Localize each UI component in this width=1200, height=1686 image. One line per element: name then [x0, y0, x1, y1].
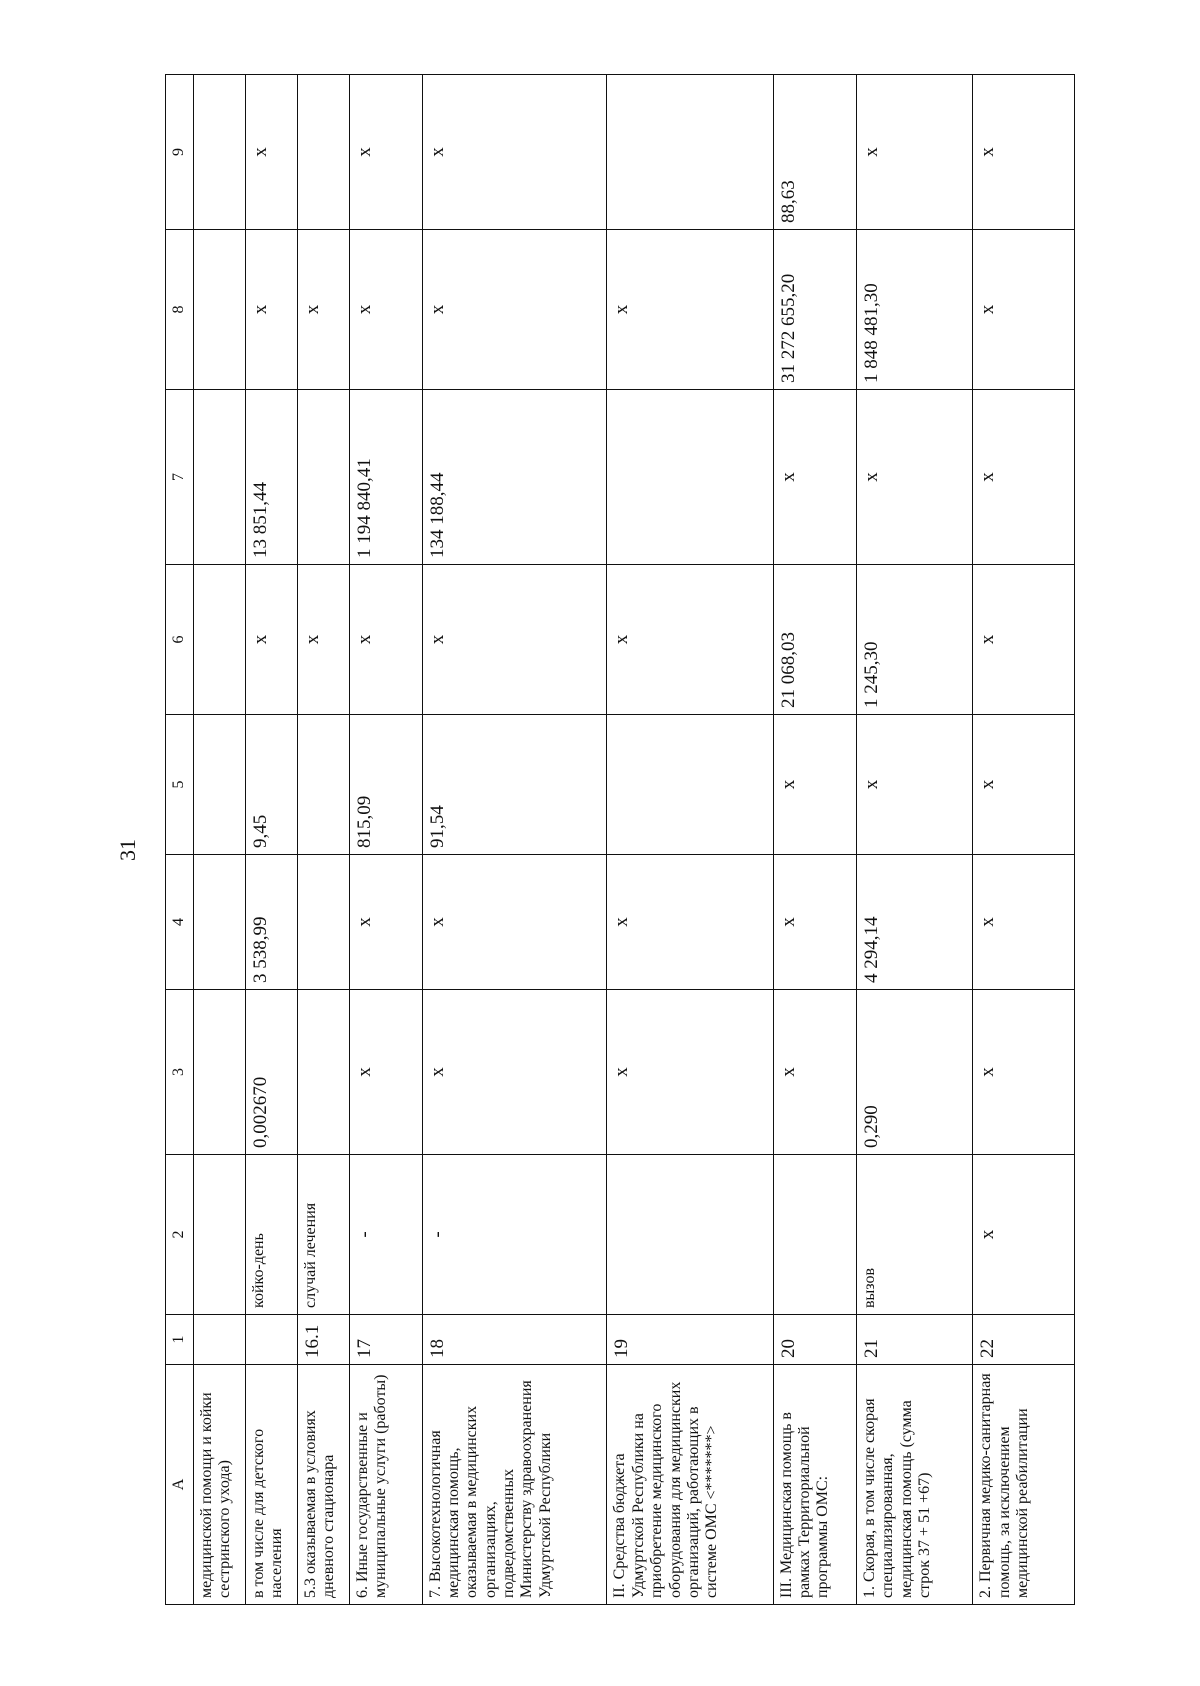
cell: случай лечения [297, 1155, 349, 1315]
column-header: 6 [166, 565, 194, 715]
column-header: 1 [166, 1315, 194, 1365]
row-label: 7. Высокотехнологичная медицинская помощь, оказываемая в медицинских организациях, подведомственных Министерству здравоохранения Удмуртской Республики [422, 1365, 607, 1605]
cell [194, 565, 246, 715]
cell [297, 715, 349, 855]
cell: 4 294,14 [856, 855, 972, 990]
cell: 21 [856, 1315, 972, 1365]
cell: х [349, 75, 422, 230]
cell: 91,54 [422, 715, 607, 855]
cell [607, 715, 773, 855]
cell: х [973, 1155, 1075, 1315]
cell [194, 1155, 246, 1315]
table-row [422, 75, 607, 1605]
page-number: 31 [115, 839, 140, 861]
cell: 88,63 [773, 75, 856, 230]
cell: х [856, 390, 972, 565]
cell: х [973, 565, 1075, 715]
cell [194, 1315, 246, 1365]
cell [194, 75, 246, 230]
column-header: 8 [166, 230, 194, 390]
cell: 1 245,30 [856, 565, 972, 715]
rotated-table-container [165, 75, 1075, 1605]
cell: х [422, 230, 607, 390]
cell [245, 1315, 297, 1365]
cell: х [973, 390, 1075, 565]
cell: х [422, 75, 607, 230]
column-header: 9 [166, 75, 194, 230]
cell: х [245, 75, 297, 230]
cell [773, 1155, 856, 1315]
cell: 0,002670 [245, 990, 297, 1155]
cell: 20 [773, 1315, 856, 1365]
table-row [856, 75, 972, 1605]
cell [297, 390, 349, 565]
cell [607, 75, 773, 230]
cell: 134 188,44 [422, 390, 607, 565]
cell: х [297, 230, 349, 390]
cell: 31 272 655,20 [773, 230, 856, 390]
cell [607, 1155, 773, 1315]
row-label: 6. Иные государственные и муниципальные услуги (работы) [349, 1365, 422, 1605]
cell: 19 [607, 1315, 773, 1365]
cell: - [349, 1155, 422, 1315]
row-label: 2. Первичная медико-санитарная помощь, за исключением медицинской реабилитации [973, 1365, 1075, 1605]
cell: х [773, 390, 856, 565]
cell: х [856, 715, 972, 855]
cell: 16.1 [297, 1315, 349, 1365]
cell: - [422, 1155, 607, 1315]
table-row [773, 75, 856, 1605]
cell: х [422, 565, 607, 715]
cell: вызов [856, 1155, 972, 1315]
cell: х [973, 75, 1075, 230]
cell [194, 715, 246, 855]
cell: х [973, 715, 1075, 855]
row-label: в том числе для детского населения [245, 1365, 297, 1605]
financial-table [165, 74, 1075, 1605]
column-header: 4 [166, 855, 194, 990]
cell: х [773, 715, 856, 855]
cell: 18 [422, 1315, 607, 1365]
cell: 22 [973, 1315, 1075, 1365]
cell: 9,45 [245, 715, 297, 855]
row-label: 1. Скорая, в том числе скорая специализированная, медицинская помощь (сумма строк 37 + 51 +67) [856, 1365, 972, 1605]
cell: х [607, 855, 773, 990]
cell [297, 855, 349, 990]
cell: х [856, 75, 972, 230]
table-row [349, 75, 422, 1605]
table-row [607, 75, 773, 1605]
table-row [973, 75, 1075, 1605]
cell: 21 068,03 [773, 565, 856, 715]
row-label: III. Медицинская помощь в рамках Территориальной программы ОМС: [773, 1365, 856, 1605]
cell: х [349, 855, 422, 990]
cell: х [245, 230, 297, 390]
cell: 1 848 481,30 [856, 230, 972, 390]
header-row [166, 75, 194, 1605]
cell: х [607, 230, 773, 390]
cell: 1 194 840,41 [349, 390, 422, 565]
row-label: медицинской помощи и койки сестринского ухода) [194, 1365, 246, 1605]
cell: х [607, 990, 773, 1155]
table-row [194, 75, 246, 1605]
column-header: 3 [166, 990, 194, 1155]
cell [194, 230, 246, 390]
cell [194, 855, 246, 990]
cell: х [973, 855, 1075, 990]
cell [607, 390, 773, 565]
cell: х [773, 855, 856, 990]
cell: х [422, 990, 607, 1155]
table-row [245, 75, 297, 1605]
cell [194, 990, 246, 1155]
cell: х [973, 990, 1075, 1155]
cell: х [349, 990, 422, 1155]
cell: х [349, 565, 422, 715]
cell [194, 390, 246, 565]
row-label: II. Средства бюджета Удмуртской Республики на приобретение медицинского оборудования для медицинских организаций, работающих в системе ОМС <*******> [607, 1365, 773, 1605]
cell: койко-день [245, 1155, 297, 1315]
table-row [297, 75, 349, 1605]
cell: 815,09 [349, 715, 422, 855]
column-header: 5 [166, 715, 194, 855]
cell: 0,290 [856, 990, 972, 1155]
cell [297, 990, 349, 1155]
cell: х [297, 565, 349, 715]
cell: х [607, 565, 773, 715]
cell: х [349, 230, 422, 390]
cell: х [422, 855, 607, 990]
cell [297, 75, 349, 230]
row-label: 5.3 оказываемая в условиях дневного стационара [297, 1365, 349, 1605]
column-header: А [166, 1365, 194, 1605]
column-header: 2 [166, 1155, 194, 1315]
cell: х [245, 565, 297, 715]
cell: 17 [349, 1315, 422, 1365]
column-header: 7 [166, 390, 194, 565]
cell: х [973, 230, 1075, 390]
cell: х [773, 990, 856, 1155]
cell: 3 538,99 [245, 855, 297, 990]
cell: 13 851,44 [245, 390, 297, 565]
